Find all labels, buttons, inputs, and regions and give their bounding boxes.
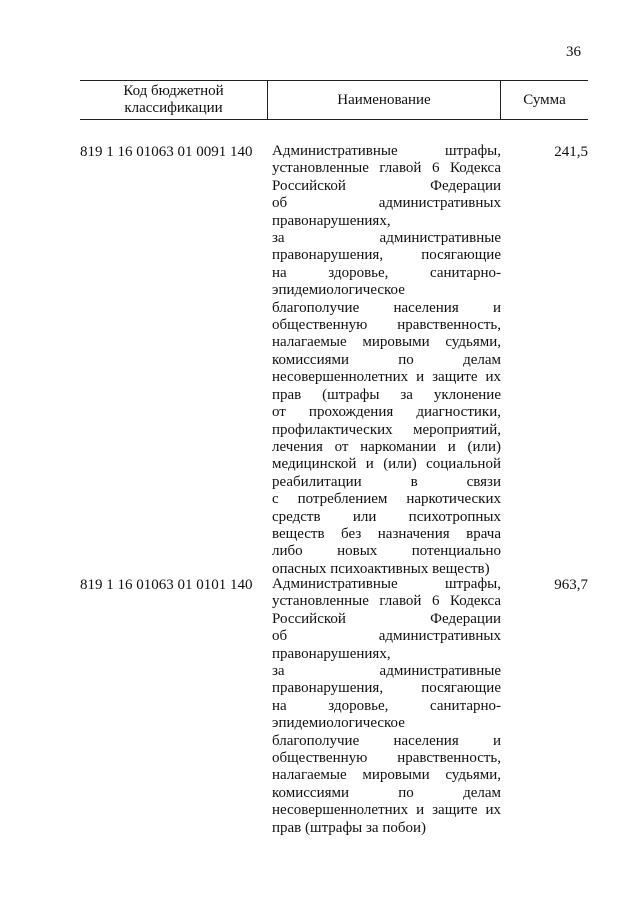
- row-name-line: несовершеннолетних и защите их: [272, 802, 501, 819]
- header-code: Код бюджетной классификации: [123, 83, 224, 116]
- row-name-line: правонарушениях,: [272, 645, 391, 662]
- row-name-line: средств или психотропных: [272, 508, 501, 525]
- row-name-line: на здоровье, санитарно-: [272, 697, 501, 714]
- row-name-line: благополучие населения и: [272, 299, 501, 316]
- row-name-line: либо новых потенциально: [272, 543, 501, 560]
- row-name-line: комиссиями по делам: [272, 351, 501, 368]
- row-name-line: лечения от наркомании и (или): [272, 438, 501, 455]
- row-name-line: медицинской и (или) социальной: [272, 456, 501, 473]
- row-name-line: эпидемиологическое: [272, 715, 405, 732]
- row-name-line: правонарушения, посягающие: [272, 247, 501, 264]
- row-name-line: эпидемиологическое: [272, 282, 405, 299]
- row-name-line: правонарушениях,: [272, 212, 391, 229]
- row-code: 819 1 16 01063 01 0091 140: [80, 144, 253, 160]
- row-name-line: Административные штрафы,: [272, 143, 501, 159]
- header-sum: Сумма: [523, 91, 566, 108]
- row-name-line: общественную нравственность,: [272, 750, 501, 767]
- row-name-line: благополучие населения и: [272, 732, 501, 749]
- row-name-line: Российской Федерации: [272, 177, 501, 194]
- row-name-line: об административных: [272, 628, 501, 645]
- row-name-line: установленные главой 6 Кодекса: [272, 160, 501, 177]
- row-name-line: прав (штрафы за побои): [272, 819, 427, 836]
- row-name-line: от прохождения диагностики,: [272, 404, 501, 421]
- table-header: [80, 80, 588, 120]
- row-name-line: Российской Федерации: [272, 610, 501, 627]
- row-sum: 963,7: [554, 577, 588, 593]
- row-name-line: с потреблением наркотических: [272, 491, 501, 508]
- row-name: [272, 576, 501, 837]
- row-name-line: несовершеннолетних и защите их: [272, 369, 501, 386]
- row-name-line: веществ без назначения врача: [272, 525, 501, 542]
- row-name-line: налагаемые мировыми судьями,: [272, 767, 501, 784]
- row-name-line: Административные штрафы,: [272, 576, 501, 592]
- row-name-line: опасных психоактивных веществ): [272, 560, 490, 577]
- row-name-line: установленные главой 6 Кодекса: [272, 593, 501, 610]
- row-name-line: прав (штрафы за уклонение: [272, 386, 501, 403]
- row-name-line: за административные: [272, 663, 501, 680]
- page-number: 36: [566, 44, 581, 60]
- row-name-line: за административные: [272, 230, 501, 247]
- row-name-line: реабилитации в связи: [272, 473, 501, 490]
- row-name-line: правонарушения, посягающие: [272, 680, 501, 697]
- row-sum: 241,5: [554, 144, 588, 160]
- row-name-line: профилактических мероприятий,: [272, 421, 501, 438]
- header-name: Наименование: [267, 81, 501, 119]
- row-name-line: комиссиями по делам: [272, 784, 501, 801]
- row-name: [272, 143, 501, 578]
- row-code: 819 1 16 01063 01 0101 140: [80, 577, 253, 593]
- row-name-line: налагаемые мировыми судьями,: [272, 334, 501, 351]
- row-name-line: общественную нравственность,: [272, 317, 501, 334]
- row-name-line: об административных: [272, 195, 501, 212]
- row-name-line: на здоровье, санитарно-: [272, 264, 501, 281]
